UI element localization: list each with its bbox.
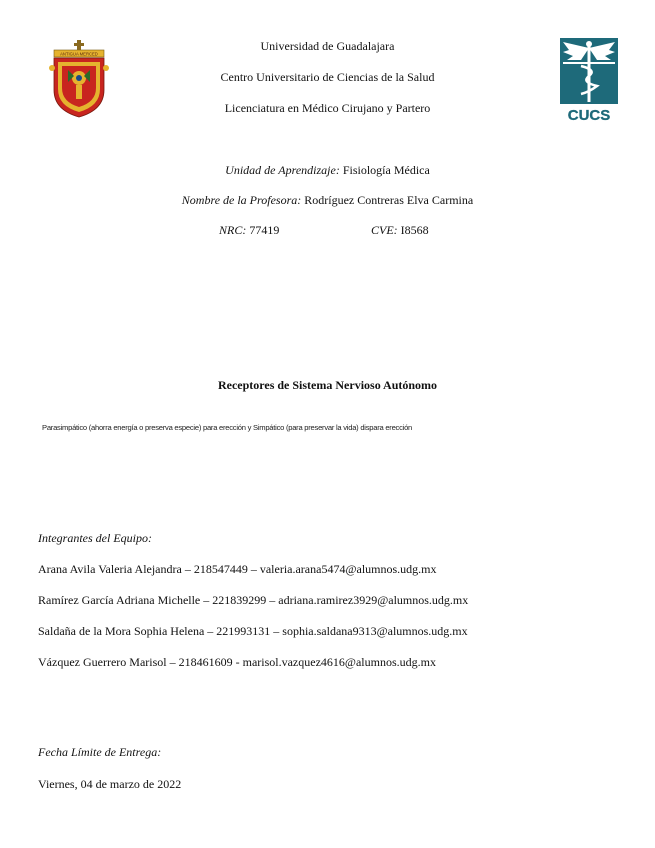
cve-field (371, 223, 429, 237)
team-member: Vázquez Guerrero Marisol – 218461609 - marisol.vazquez4616@alumnos.udg.mx (38, 655, 436, 669)
team-heading: Integrantes del Equipo: (38, 531, 152, 545)
professor-value: Rodríguez Contreras Elva Carmina (301, 193, 474, 207)
document-title: Receptores de Sistema Nervioso Autónomo (217, 378, 438, 392)
degree-name: Licenciatura en Médico Cirujano y Partero (224, 101, 431, 115)
team-member: Saldaña de la Mora Sophia Helena – 221993131 – sophia.saldana9313@alumnos.udg.mx (38, 624, 468, 638)
professor-label: Nombre de la Profesora: (181, 193, 302, 207)
document-subtitle: Parasimpático (ahorra energía o preserva especie) para erección y Simpático (para preservar la vida) dispara erección (42, 423, 413, 432)
deadline-value: Viernes, 04 de marzo de 2022 (38, 777, 182, 791)
professor-line (0, 193, 655, 207)
nrc-field (219, 223, 279, 237)
cve-value: I8568 (397, 223, 429, 237)
udg-banner-text: ANTIGUA MERCED (60, 51, 98, 57)
nrc-label: NRC: (219, 223, 247, 237)
deadline-label: Fecha Límite de Entrega: (38, 745, 162, 759)
university-name: Universidad de Guadalajara (260, 39, 395, 53)
learning-unit-label: Unidad de Aprendizaje: (225, 163, 340, 177)
learning-unit-value: Fisiología Médica (339, 163, 430, 177)
team-member: Arana Avila Valeria Alejandra – 218547449 – valeria.arana5474@alumnos.udg.mx (38, 562, 437, 576)
team-member: Ramírez García Adriana Michelle – 221839299 – adriana.ramirez3929@alumnos.udg.mx (38, 593, 469, 607)
nrc-cve-row (0, 223, 655, 237)
learning-unit-line (0, 163, 655, 177)
cve-label: CVE: (371, 223, 398, 237)
nrc-value: 77419 (246, 223, 280, 237)
cucs-logo-text: CUCS (567, 107, 611, 122)
center-name: Centro Universitario de Ciencias de la Salud (220, 70, 435, 84)
